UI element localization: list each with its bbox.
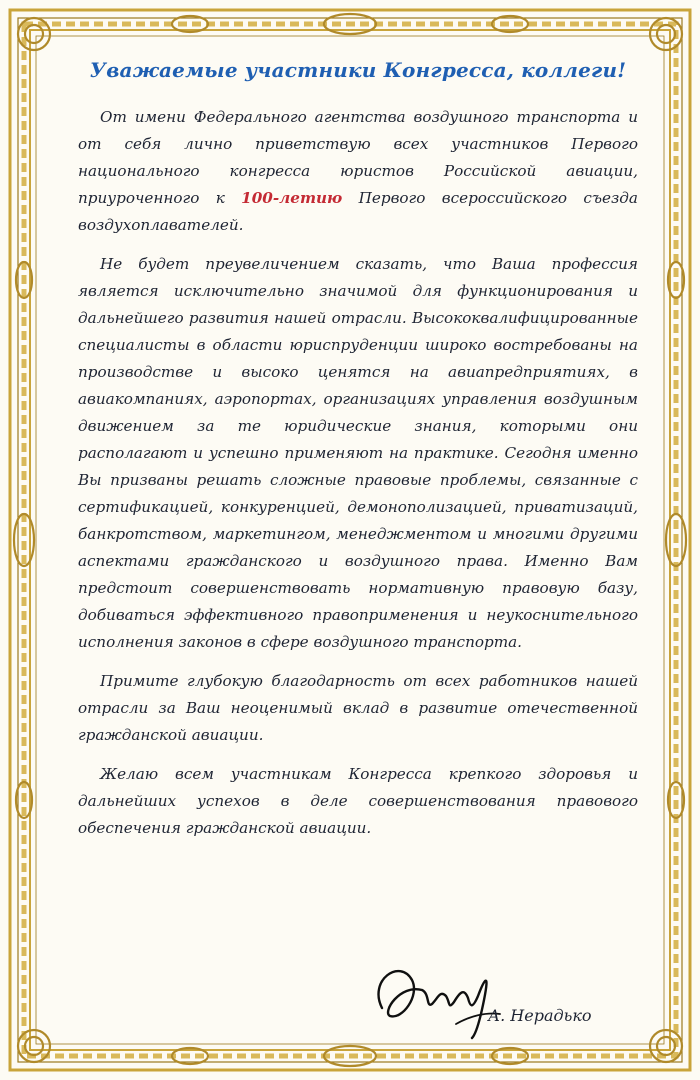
- letter-body: [78, 58, 638, 854]
- paragraph-1-text-end: Первого всероссийского съезда воздухоплавателей.: [78, 189, 638, 234]
- paragraph-greeting: [78, 104, 638, 239]
- paragraph-wishes: Желаю всем участникам Конгресса крепкого здоровья и дальнейших успехов в деле совершенствования правового обеспечения гражданской авиации.: [78, 765, 638, 837]
- paragraph-1-text-start: От имени Федерального агентства воздушного транспорта и от себя лично приветствую всех участников Первого национального конгресса юристов Российской авиации, приуроченного к: [78, 108, 638, 207]
- signatory-name: А. Нерадько: [488, 1006, 592, 1025]
- handwritten-signature: [360, 950, 510, 1040]
- paragraph-gratitude: Примите глубокую благодарность от всех работников нашей отрасли за Ваш неоценимый вклад в развитие отечественной гражданской авиации.: [78, 672, 638, 744]
- signature-block: [360, 950, 650, 1040]
- letter-title: Уважаемые участники Конгресса, коллеги!: [89, 58, 627, 82]
- paragraph-profession: Не будет преувеличением сказать, что Ваша профессия является исключительно значимой для функционирования и дальнейшего развития нашей отрасли. Высококвалифицированные специалисты в области юриспруденции широко востребованы на производстве и высоко ценятся на авиапредприятиях, в авиакомпаниях, аэропортах, организациях управления воздушным движением за те юридические знания, которыми они располагают и успешно применяют на практике. Сегодня именно Вы призваны решать сложные правовые проблемы, связанные с сертификацией, конкуренцией, демонополизацией, приватизаций, банкротством, маркетингом, менеджментом и многими другими аспектами гражданского и воздушного права. Именно Вам предстоит совершенствовать нормативную правовую базу, добиваться эффективного правоприменения и неукоснительного исполнения законов в сфере воздушного транспорта.: [78, 255, 638, 651]
- anniversary-highlight: 100-летию: [241, 189, 343, 207]
